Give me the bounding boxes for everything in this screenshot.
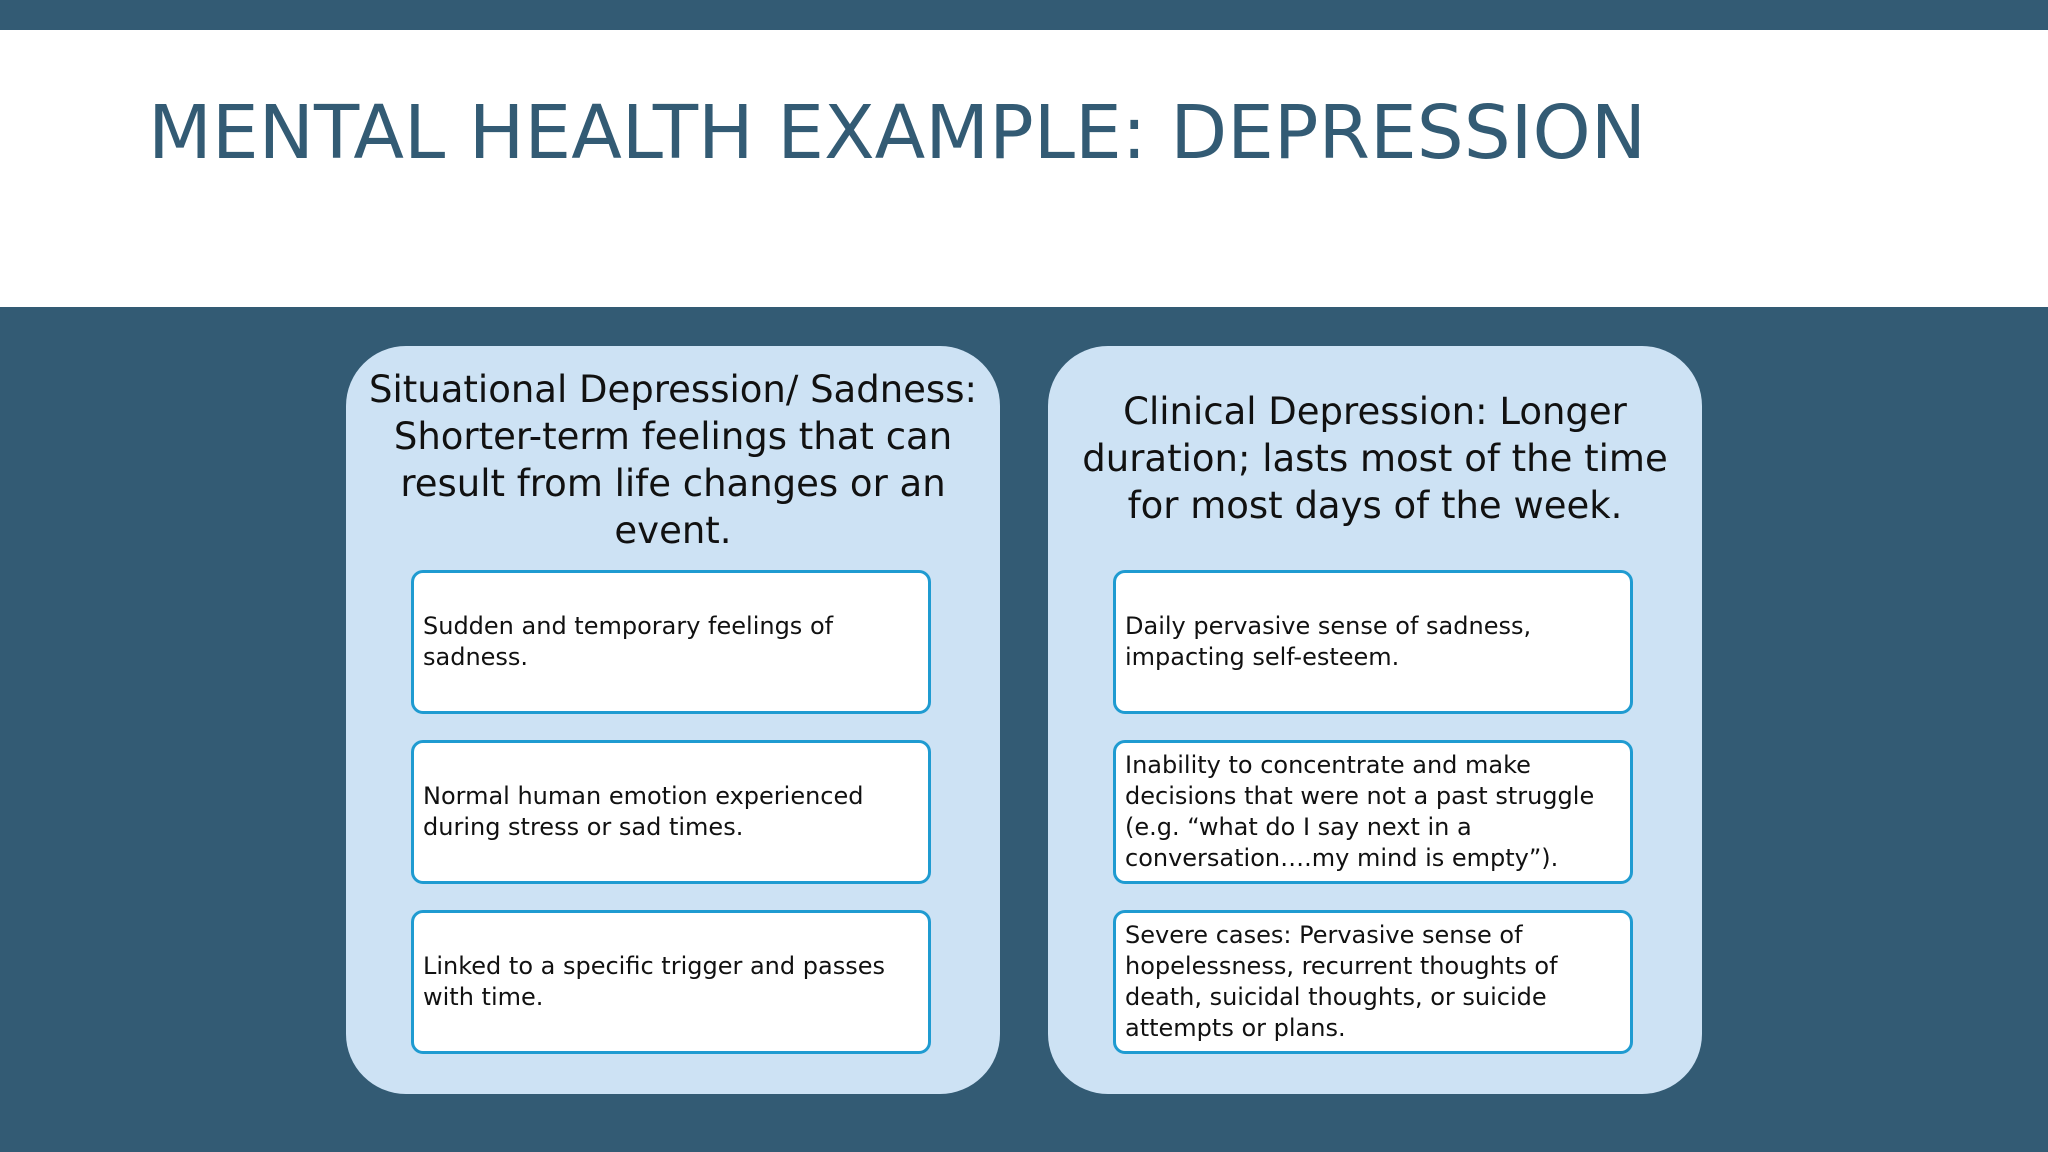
list-item [411, 910, 931, 1054]
item-text: Severe cases: Pervasive sense of hopelessness, recurrent thoughts of death, suicidal thoughts, or suicide attempts or plans. [1125, 921, 1558, 1042]
list-item [1113, 570, 1633, 714]
column-clinical-depression [1048, 346, 1702, 1094]
item-text: Sudden and temporary feelings of sadness. [423, 612, 834, 671]
item-text: Normal human emotion experienced during stress or sad times. [423, 782, 864, 841]
item-text: Daily pervasive sense of sadness, impacting self-esteem. [1125, 612, 1532, 671]
list-item [1113, 910, 1633, 1054]
item-text: Linked to a specific trigger and passes with time. [423, 952, 885, 1011]
list-item [411, 740, 931, 884]
slide-title: MENTAL HEALTH EXAMPLE: DEPRESSION [148, 90, 1647, 176]
column-header: Clinical Depression: Longer duration; lasts most of the time for most days of the week. [1082, 390, 1668, 527]
item-text: Inability to concentrate and make decisions that were not a past struggle (e.g. “what do I say next in a conversation….my mind is empty”). [1125, 751, 1595, 872]
column-situational-depression [346, 346, 1000, 1094]
column-header: Situational Depression/ Sadness: Shorter-term feelings that can result from life changes or an event. [369, 368, 977, 552]
top-accent-bar [0, 0, 2048, 30]
content-area [0, 307, 2048, 1152]
list-item [1113, 740, 1633, 884]
list-item [411, 570, 931, 714]
